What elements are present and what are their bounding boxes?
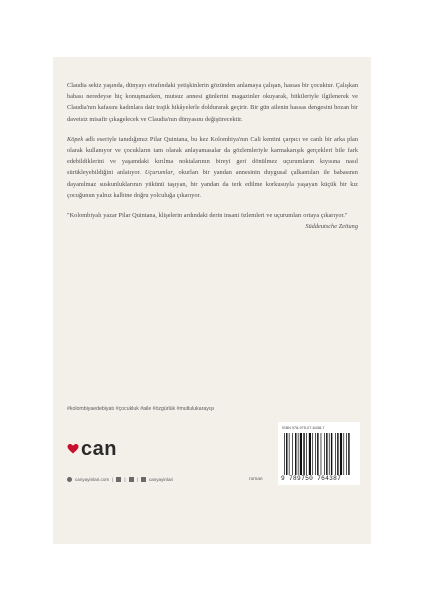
blurb-paragraph-2 (67, 134, 358, 201)
separator: | (136, 477, 138, 482)
barcode (278, 422, 360, 485)
publisher-links (67, 477, 173, 482)
isbn-label: ISBN 978-975-07-6438-7 (282, 426, 325, 430)
book-title-kopek: Köpek (67, 135, 84, 143)
publisher-logo (67, 439, 117, 459)
separator: | (124, 477, 126, 482)
heart-icon (67, 443, 79, 455)
blurb-paragraph-2-part-b: , okurları bir yandan annesinin duygusal çalkantıları ile babasının dayanılmaz suskunluklarının yükünü taşıyan, bir yandan da terk edilme korkusuyla yaşayan küçük bir kız çocuğunun yalnız kalbine doğru yolculuğa çıkarıyor. (67, 169, 358, 199)
publisher-website[interactable]: canyayinlari.com (75, 477, 110, 482)
hashtags: #kolombiyaedebiyatı #çocukluk #aile #özgürlük #mutlulukarayışı (67, 406, 215, 412)
blurb-paragraph-1: Claudia sekiz yaşında, dünyayı etrafındaki yetişkinlerin gözünden anlamaya çalışan, hassas bir çocuktur. Çalışkan babası neredeyse hiç konuşmazken, mutsuz annesi günlerini magazinler okuyarak, bitkileriyle ilgilenerek ve Claudia'nın kafasını kadınlara dair trajik hikâyelerle doldurarak geçirir. Bir gün ailenin hassas dengesini bozan bir davetsiz misafir çıkagelecek ve Claudia'nın dünyasını değiştirecektir. (67, 82, 358, 123)
review-quote (67, 210, 358, 232)
genre-label: roman (249, 477, 263, 482)
instagram-icon[interactable] (129, 477, 134, 482)
publisher-social-handle[interactable]: canyayinlari (148, 477, 174, 482)
publisher-logo-text: can (81, 438, 117, 460)
separator: | (112, 477, 114, 482)
quote-text: "Kolombiyalı yazar Pilar Quintana, klişelerin ardındaki derin insani özlemleri ve uçurumları ortaya çıkarıyor." (67, 212, 348, 220)
blurb-paragraph-2-part-a: adlı eseriyle tanıdığımız Pilar Quintana, bu kez Kolombiya'nın Cali kentini çarpıcı ve canlı bir arka plan olarak kullanıyor ve çocukların tam olarak anlayamasalar da gözlemleriyle karmakarışık gerçekleri bile fark edebildiklerini ve yaşamdaki kırılma noktalarının bireyi geri dönülmez uçurumların kıyısına nasıl sürükleyebildiğini anlatıyor. (67, 135, 358, 177)
facebook-icon[interactable] (116, 477, 121, 482)
barcode-digits: 9 789750 764387 (281, 475, 342, 482)
x-icon[interactable] (141, 477, 146, 482)
barcode-bars (284, 433, 356, 475)
quote-source: Süddeutsche Zeitung (305, 223, 358, 231)
book-title-ucurumlar: Uçurumlar (144, 169, 174, 177)
back-cover (53, 57, 371, 544)
blurb-text (67, 80, 358, 241)
web-icon (67, 477, 72, 482)
